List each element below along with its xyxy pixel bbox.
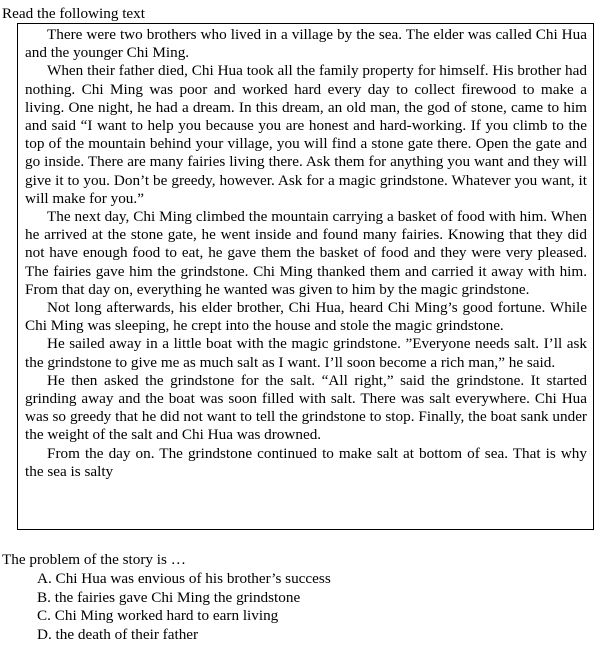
passage-paragraph: He sailed away in a little boat with the magic grindstone. ”Everyone needs salt. I’ll ask the grindstone to give me as much salt as I want. I’ll soon become a rich man,” he said.	[25, 335, 587, 371]
option-b[interactable]: B. the fairies gave Chi Ming the grindstone	[37, 588, 301, 606]
passage-paragraph: When their father died, Chi Hua took all the family property for himself. His brother had nothing. Chi Ming was poor and worked hard every day to collect firewood to make a living. One night, he had a dream. In this dream, an old man, the god of stone, came to him and said “I want to help you because you are honest and hard-working. If you climb to the top of the mountain behind your village, you will find a stone gate there. Open the gate and go inside. There are many fairies living there. Ask them for anything you want and they will give it to you. Don’t be greedy, however. Ask for a magic grindstone. Whatever you want, it will make for you.”	[25, 62, 587, 207]
option-a[interactable]: A. Chi Hua was envious of his brother’s success	[37, 570, 331, 587]
instruction-text: Read the following text	[2, 5, 145, 22]
option-c[interactable]: C. Chi Ming worked hard to earn living	[37, 607, 279, 625]
passage-paragraph: The next day, Chi Ming climbed the mountain carrying a basket of food with him. When he arrived at the stone gate, he went inside and found many fairies. Knowing that they did not have enough food to eat, he gave them the basket of food and they were very pleased. The fairies gave him the grindstone. Chi Ming thanked them and carried it away with him. From that day on, everything he wanted was given to him by the magic grindstone.	[25, 208, 587, 298]
passage-box	[17, 23, 594, 530]
passage-paragraph: Not long afterwards, his elder brother, Chi Hua, heard Chi Ming’s good fortune. While Chi Ming was sleeping, he crept into the house and stole the magic grindstone.	[25, 299, 587, 335]
passage-paragraph: He then asked the grindstone for the salt. “All right,” said the grindstone. It started grinding away and the boat was soon filled with salt. There was salt everywhere. Chi Hua was so greedy that he did not want to tell the grindstone to stop. Finally, the boat sank under the weight of the salt and Chi Hua was drowned.	[25, 371, 587, 444]
option-d[interactable]: D. the death of their father	[37, 625, 199, 643]
passage-paragraph: There were two brothers who lived in a village by the sea. The elder was called Chi Hua and the younger Chi Ming.	[25, 26, 587, 62]
question-text: The problem of the story is …	[2, 551, 186, 568]
passage-paragraph: From the day on. The grindstone continued to make salt at bottom of sea. That is why the sea is salty	[25, 444, 587, 480]
answer-options	[37, 570, 331, 644]
